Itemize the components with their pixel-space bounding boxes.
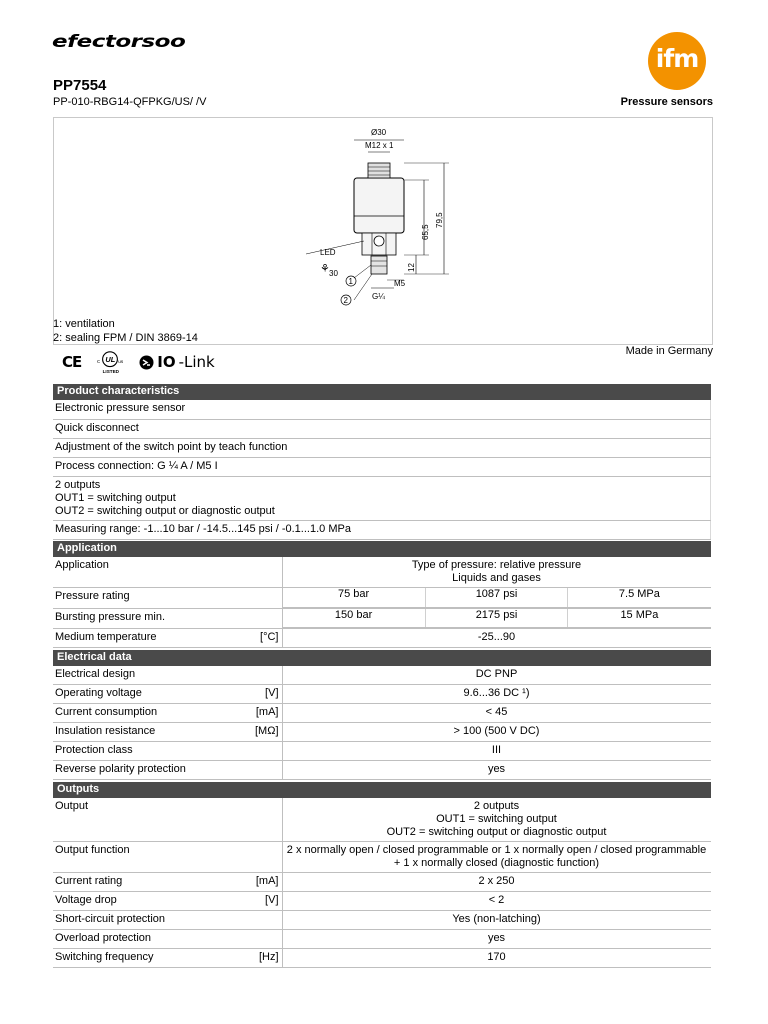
feature-row: Adjustment of the switch point by teach function: [53, 438, 711, 457]
spec-label: Overload protection: [53, 929, 253, 948]
spec-label: Current rating: [53, 872, 253, 891]
spec-value: yes: [282, 929, 711, 948]
label-led: LED: [320, 248, 336, 257]
section-header-product: Product characteristics: [53, 384, 711, 400]
legend-item: 2: sealing FPM / DIN 3869-14: [53, 332, 198, 344]
spec-value: -25...90: [282, 629, 711, 648]
spec-value: Yes (non-latching): [282, 910, 711, 929]
spec-value: III: [282, 742, 711, 761]
spec-value-mpa: 7.5 MPa: [568, 588, 711, 607]
spec-value: [282, 841, 711, 872]
dim-m5: M5: [394, 279, 406, 288]
spec-value: [282, 557, 711, 588]
spec-value: yes: [282, 761, 711, 780]
spec-unit: [mA]: [253, 872, 282, 891]
made-in: Made in Germany: [625, 345, 713, 357]
spec-value-psi: 1087 psi: [425, 588, 568, 607]
sensor-drawing-svg: [54, 118, 714, 346]
section-header-outputs: Outputs: [53, 782, 711, 798]
spec-label: Output: [53, 798, 253, 842]
value-line: OUT1 = switching output: [436, 812, 557, 825]
spec-value-bar: 150 bar: [283, 609, 426, 628]
value-line: Liquids and gases: [452, 572, 541, 584]
value-line: OUT2 = switching output or diagnostic output: [386, 825, 607, 838]
spec-label: Medium temperature: [53, 629, 253, 648]
dim-g: G¼: [372, 292, 385, 301]
spec-unit: [253, 666, 282, 685]
ul-c: c: [97, 358, 101, 365]
label-2: 2: [343, 296, 348, 305]
link-text: -Link: [178, 353, 215, 371]
spec-label: Voltage drop: [53, 891, 253, 910]
io-link-logo: [139, 353, 214, 371]
spec-label: Output function: [53, 841, 253, 872]
sensor-body: [354, 178, 404, 233]
spec-unit: [mA]: [253, 704, 282, 723]
spec-label: Application: [53, 557, 253, 588]
ul-listed-icon: [91, 350, 129, 374]
spec-value: 9.6...36 DC ¹): [282, 685, 711, 704]
spec-unit: [V]: [253, 891, 282, 910]
spec-value-bar: 75 bar: [283, 588, 426, 607]
spec-table: [53, 384, 711, 968]
spec-label: Insulation resistance: [53, 723, 253, 742]
spec-value-psi: 2175 psi: [425, 609, 568, 628]
section-header-electrical: Electrical data: [53, 650, 711, 666]
spec-unit: [253, 761, 282, 780]
spec-label: Current consumption: [53, 704, 253, 723]
process-connection: [371, 256, 387, 274]
spec-value: < 2: [282, 891, 711, 910]
feature-row: Process connection: G ¼ A / M5 I: [53, 457, 711, 476]
spec-unit: [V]: [253, 685, 282, 704]
ce-mark: CE: [62, 353, 82, 371]
dimension-drawing: [53, 117, 713, 345]
spec-unit: [MΩ]: [253, 723, 282, 742]
svg-text:UL: UL: [105, 355, 116, 364]
feature-line: 2 outputs: [55, 478, 101, 491]
drawing-legend: [53, 317, 198, 345]
spec-unit: [Hz]: [253, 948, 282, 967]
spec-label: Short-circuit protection: [53, 910, 253, 929]
spec-value-mpa: 15 MPa: [568, 609, 711, 628]
product-model: PP7554: [53, 77, 107, 94]
label-1: 1: [348, 277, 353, 286]
spec-unit: [253, 929, 282, 948]
wrench-icon: ⚘: [320, 263, 330, 275]
ifm-logo-text: ifm: [655, 44, 699, 73]
dim-65: 65,5: [421, 224, 430, 240]
label-30: 30: [329, 269, 338, 278]
io-text: IO: [157, 353, 176, 371]
spec-label: Protection class: [53, 742, 253, 761]
spec-unit: [253, 742, 282, 761]
spec-label: Bursting pressure min.: [53, 608, 253, 629]
legend-item: 1: ventilation: [53, 318, 115, 330]
value-line: + 1 x normally closed (diagnostic function): [393, 856, 600, 869]
spec-label: Reverse polarity protection: [53, 761, 253, 780]
dim-79: 79,5: [435, 212, 444, 228]
value-line: 2 outputs: [473, 799, 520, 812]
led-window: [374, 236, 384, 246]
certification-marks: [62, 350, 215, 374]
dim-12: 12: [407, 263, 416, 272]
spec-unit: [°C]: [253, 629, 282, 648]
spec-value: > 100 (500 V DC): [282, 723, 711, 742]
dim-thread: M12 x 1: [365, 141, 394, 150]
ifm-logo: [648, 32, 706, 90]
spec-label: Operating voltage: [53, 685, 253, 704]
spec-label: Pressure rating: [53, 588, 253, 609]
product-code: PP-010-RBG14-QFPKG/US/ /V: [53, 96, 207, 108]
value-line: Type of pressure: relative pressure: [411, 559, 582, 571]
spec-label: Switching frequency: [53, 948, 253, 967]
spec-value: < 45: [282, 704, 711, 723]
spec-label: Electrical design: [53, 666, 253, 685]
spec-value: DC PNP: [282, 666, 711, 685]
feature-row: Electronic pressure sensor: [53, 400, 711, 419]
value-line: 2 x normally open / closed programmable or 1 x normally open / closed programmable: [286, 843, 707, 856]
feature-row-outputs: [53, 476, 711, 520]
spec-unit: [253, 910, 282, 929]
ul-us: us: [118, 358, 124, 364]
spec-value: 2 x 250: [282, 872, 711, 891]
product-category: Pressure sensors: [620, 96, 713, 108]
section-header-application: Application: [53, 541, 711, 557]
ul-listed: LISTED: [102, 369, 120, 374]
feature-row: Quick disconnect: [53, 419, 711, 438]
connector-thread: [368, 163, 390, 178]
spec-value: 170: [282, 948, 711, 967]
feature-row: Measuring range: -1...10 bar / -14.5...145 psi / -0.1...1.0 MPa: [53, 520, 711, 539]
io-link-icon: [139, 355, 154, 370]
spec-value: [282, 798, 711, 842]
dim-diameter: Ø30: [371, 128, 387, 137]
feature-line: OUT2 = switching output or diagnostic output: [55, 504, 275, 517]
efector-logo: efectorsoo: [52, 32, 186, 52]
feature-line: OUT1 = switching output: [55, 491, 176, 504]
